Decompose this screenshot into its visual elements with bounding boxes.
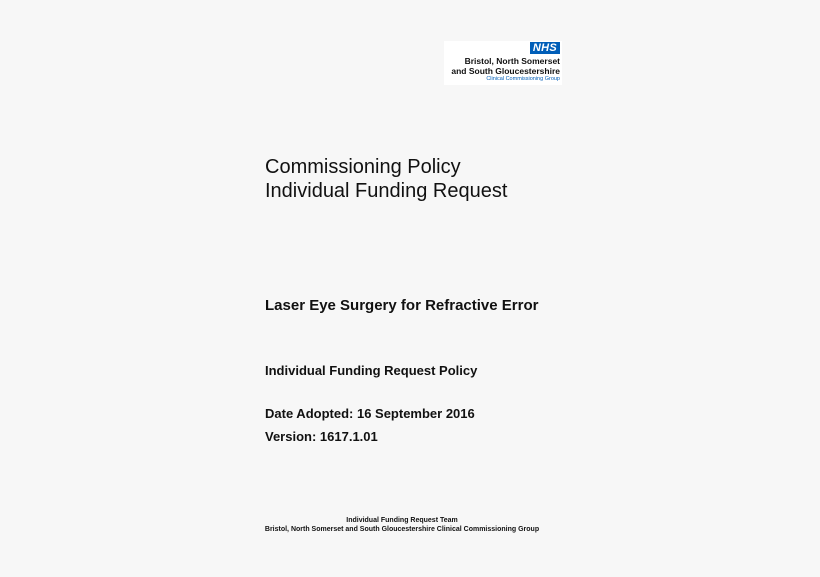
policy-subject: Laser Eye Surgery for Refractive Error [265, 297, 539, 314]
footer-line-1: Individual Funding Request Team [346, 517, 458, 524]
logo-org-line-2: and South Gloucestershire [451, 66, 560, 76]
title-line-2: Individual Funding Request [265, 180, 508, 202]
title-line-1: Commissioning Policy [265, 156, 461, 178]
version-number: Version: 1617.1.01 [265, 429, 378, 444]
policy-type: Individual Funding Request Policy [265, 363, 478, 378]
footer-line-2: Bristol, North Somerset and South Gloucestershire Clinical Commissioning Group [264, 525, 540, 533]
nhs-logo [444, 41, 562, 85]
nhs-badge: NHS [530, 42, 560, 54]
logo-org-line-1: Bristol, North Somerset [464, 56, 560, 66]
document-title [265, 155, 507, 203]
logo-org-line-3: Clinical Commissioning Group [486, 76, 560, 82]
document-footer [0, 517, 804, 534]
date-adopted: Date Adopted: 16 September 2016 [265, 406, 475, 421]
